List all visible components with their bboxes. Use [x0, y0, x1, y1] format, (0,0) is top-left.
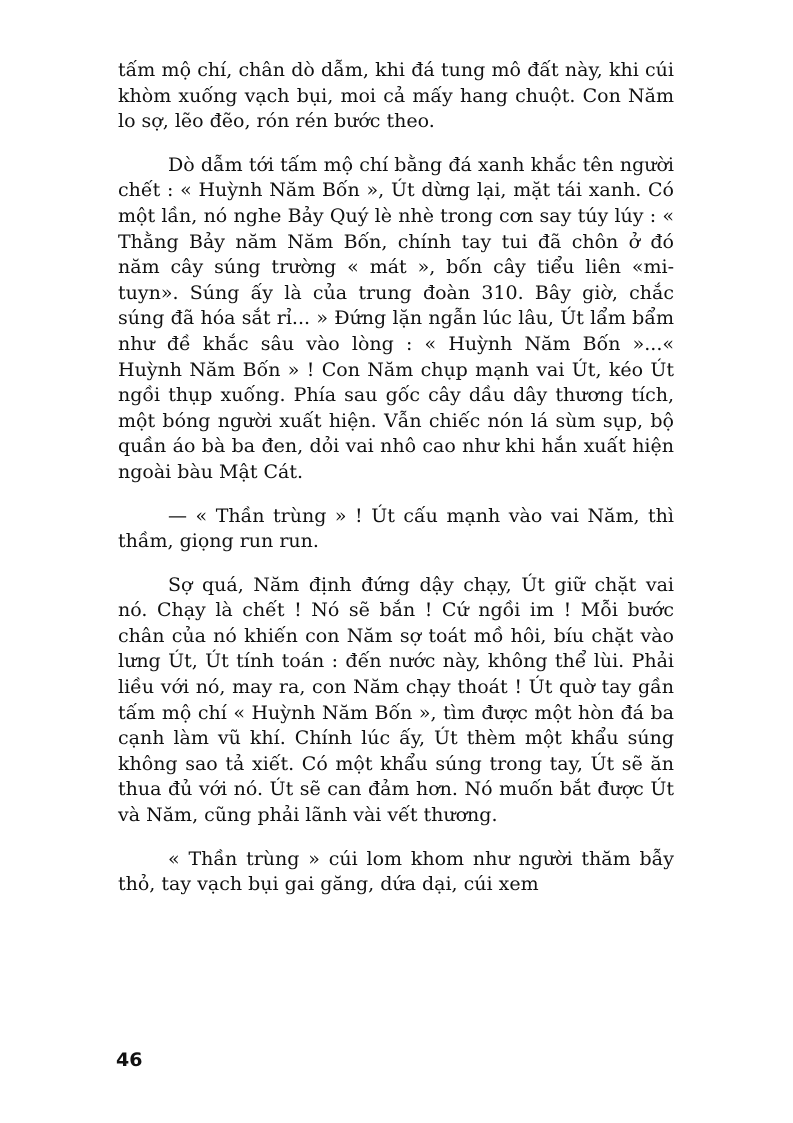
page-body [118, 58, 674, 898]
paragraph-1: tấm mộ chí, chân dò dẫm, khi đá tung mô đất này, khi cúi khòm xuống vạch bụi, moi cả mấy hang chuột. Con Năm lo sợ, lẽo đẽo, rón rén bước theo. [118, 59, 674, 133]
paragraph-4: Sợ quá, Năm định đứng dậy chạy, Út giữ chặt vai nó. Chạy là chết ! Nó sẽ bắn ! Cứ ngồi im ! Mỗi bước chân của nó khiến con Năm sợ toát mồ hôi, bíu chặt vào lưng Út, Út tính toán : đến nước này, không thể lùi. Phải liều với nó, may ra, con Năm chạy thoát ! Út quờ tay gần tấm mộ chí « Huỳnh Năm Bốn », tìm được một hòn đá ba cạnh làm vũ khí. Chính lúc ấy, Út thèm một khẩu súng không sao tả xiết. Có một khẩu súng trong tay, Út sẽ ăn thua đủ với nó. Út sẽ can đảm hơn. Nó muốn bắt được Út và Năm, cũng phải lãnh vài vết thương. [118, 573, 674, 827]
page-number: 46 [116, 1049, 143, 1071]
paragraph-3: — « Thần trùng » ! Út cấu mạnh vào vai Năm, thì thầm, giọng run run. [118, 504, 674, 553]
paragraph-2: Dò dẫm tới tấm mộ chí bằng đá xanh khắc tên người chết : « Huỳnh Năm Bốn », Út dừng lại, mặt tái xanh. Có một lần, nó nghe Bảy Quý lè nhè trong cơn say túy lúy : « Thằng Bảy năm Năm Bốn, chính tay tui đã chôn ở đó năm cây súng trường « mát », bốn cây tiểu liên «mi-tuyn». Súng ấy là của trung đoàn 310. Bây giờ, chắc súng đã hóa sắt rỉ... » Đứng lặn ngẫn lúc lâu, Út lẩm bẩm như đề khắc sâu vào lòng : « Huỳnh Năm Bốn »...« Huỳnh Năm Bốn » ! Con Năm chụp mạnh vai Út, kéo Út ngồi thụp xuống. Phía sau gốc cây dầu dây thương tích, một bóng người xuất hiện. Vẫn chiếc nón lá sùm sụp, bộ quần áo bà ba đen, dỏi vai nhô cao như khi hắn xuất hiện ngoài bàu Mật Cát. [118, 153, 674, 483]
paragraph-5: « Thần trùng » cúi lom khom như người thăm bẫy thỏ, tay vạch bụi gai găng, dứa dại, cúi xem [118, 847, 674, 896]
